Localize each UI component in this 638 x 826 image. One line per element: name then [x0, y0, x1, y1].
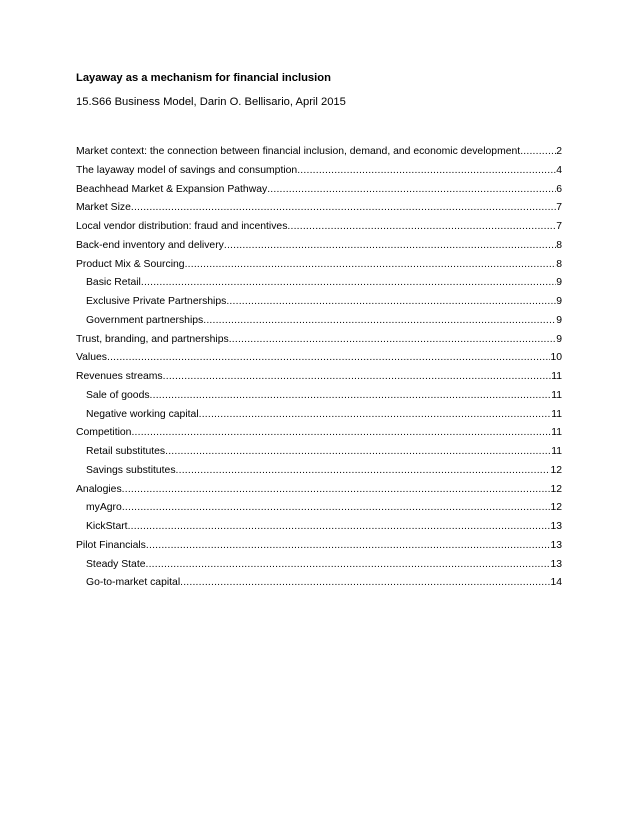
document-title: Layaway as a mechanism for financial inclusion	[76, 72, 331, 84]
toc-entry[interactable]	[76, 443, 562, 462]
toc-entry-page: 12	[550, 483, 562, 495]
toc-entry-title: Trust, branding, and partnerships	[76, 333, 229, 345]
toc-entry-page: 9	[556, 314, 562, 326]
toc-entry-title: Negative working capital	[86, 408, 199, 420]
toc-dot-leader	[229, 331, 557, 350]
toc-entry-title: Savings substitutes	[86, 464, 176, 476]
toc-dot-leader	[520, 143, 556, 162]
toc-entry[interactable]	[76, 368, 562, 387]
toc-dot-leader	[176, 462, 551, 481]
toc-dot-leader	[122, 481, 551, 500]
document-subtitle: 15.S66 Business Model, Darin O. Bellisario, April 2015	[76, 96, 346, 108]
toc-dot-leader	[107, 349, 550, 368]
toc-entry-page: 9	[556, 296, 562, 307]
toc-entry-title: Competition	[76, 427, 132, 439]
toc-entry-page: 13	[550, 558, 562, 570]
toc-dot-leader	[146, 556, 551, 575]
toc-entry[interactable]	[76, 499, 562, 518]
toc-entry[interactable]	[76, 574, 562, 593]
toc-entry-page: 9	[556, 277, 562, 289]
toc-entry[interactable]	[76, 406, 562, 425]
toc-dot-leader	[199, 406, 552, 425]
toc-entry-title: Market Size	[76, 202, 131, 214]
toc-entry-title: Pilot Financials	[76, 539, 146, 551]
toc-entry-title: The layaway model of savings and consumption	[76, 164, 298, 176]
toc-entry-title: Product Mix & Sourcing	[76, 258, 185, 270]
toc-entry-title: Back-end inventory and delivery	[76, 239, 224, 251]
toc-entry-page: 12	[550, 502, 562, 514]
toc-dot-leader	[131, 199, 556, 218]
toc-dot-leader	[122, 499, 551, 518]
toc-entry-page: 10	[550, 352, 562, 364]
toc-dot-leader	[267, 181, 556, 200]
toc-entry[interactable]	[76, 556, 562, 575]
toc-dot-leader	[224, 237, 556, 256]
toc-entry[interactable]	[76, 349, 562, 368]
toc-entry-page: 11	[551, 446, 562, 457]
toc-entry-page: 14	[550, 577, 562, 589]
toc-entry-title: Retail substitutes	[86, 446, 166, 457]
toc-entry[interactable]	[76, 424, 562, 443]
toc-entry[interactable]	[76, 331, 562, 350]
toc-entry-title: Analogies	[76, 483, 122, 495]
toc-entry[interactable]	[76, 256, 562, 275]
toc-entry[interactable]	[76, 143, 562, 162]
toc-entry[interactable]	[76, 518, 562, 537]
toc-entry-title: Values	[76, 352, 107, 364]
toc-entry-title: Beachhead Market & Expansion Pathway	[76, 183, 268, 195]
toc-entry-page: 11	[551, 389, 562, 401]
toc-entry[interactable]	[76, 181, 562, 200]
toc-entry-page: 2	[556, 146, 562, 157]
toc-entry-title: Basic Retail	[86, 277, 141, 289]
toc-dot-leader	[165, 443, 551, 462]
toc-entry[interactable]	[76, 199, 562, 218]
toc-entry-page: 13	[550, 539, 562, 551]
toc-dot-leader	[146, 537, 551, 556]
toc-dot-leader	[185, 256, 557, 275]
toc-entry-page: 11	[551, 408, 562, 420]
toc-dot-leader	[226, 293, 556, 312]
toc-entry[interactable]	[76, 537, 562, 556]
toc-entry-page: 11	[551, 371, 562, 382]
toc-entry[interactable]	[76, 387, 562, 406]
toc-entry-title: Local vendor distribution: fraud and incentives	[76, 221, 288, 232]
toc-entry-title: Sale of goods	[86, 389, 150, 401]
toc-entry[interactable]	[76, 218, 562, 237]
toc-entry-page: 8	[556, 258, 562, 270]
toc-entry[interactable]	[76, 481, 562, 500]
toc-dot-leader	[163, 368, 552, 387]
toc-entry-title: KickStart	[86, 521, 128, 532]
toc-entry-page: 9	[556, 333, 562, 345]
toc-entry[interactable]	[76, 462, 562, 481]
toc-entry-title: Government partnerships	[86, 314, 204, 326]
toc-entry-page: 13	[550, 521, 562, 532]
toc-entry-page: 11	[551, 427, 562, 439]
toc-entry-page: 8	[556, 239, 562, 251]
toc-dot-leader	[203, 312, 556, 331]
toc-entry[interactable]	[76, 162, 562, 181]
toc-dot-leader	[297, 162, 556, 181]
toc-entry-page: 7	[556, 221, 562, 232]
toc-entry-title: Revenues streams	[76, 371, 163, 382]
toc-dot-leader	[180, 574, 550, 593]
toc-entry-title: Steady State	[86, 558, 146, 570]
toc-entry-page: 7	[556, 202, 562, 214]
toc-entry[interactable]	[76, 237, 562, 256]
toc-entry-title: Market context: the connection between financial inclusion, demand, and economic development	[76, 146, 521, 157]
toc-entry-page: 12	[550, 464, 562, 476]
toc-dot-leader	[128, 518, 551, 537]
toc-entry[interactable]	[76, 312, 562, 331]
toc-entry-title: Go-to-market capital	[86, 577, 181, 589]
toc-dot-leader	[150, 387, 552, 406]
toc-dot-leader	[141, 274, 556, 293]
toc-entry-title: myAgro	[86, 502, 122, 514]
toc-dot-leader	[287, 218, 556, 237]
toc-entry-page: 4	[556, 164, 562, 176]
toc-dot-leader	[131, 424, 551, 443]
toc-entry-page: 6	[556, 183, 562, 195]
table-of-contents	[76, 143, 562, 593]
toc-entry-title: Exclusive Private Partnerships	[86, 296, 227, 307]
toc-entry[interactable]	[76, 293, 562, 312]
toc-entry[interactable]	[76, 274, 562, 293]
